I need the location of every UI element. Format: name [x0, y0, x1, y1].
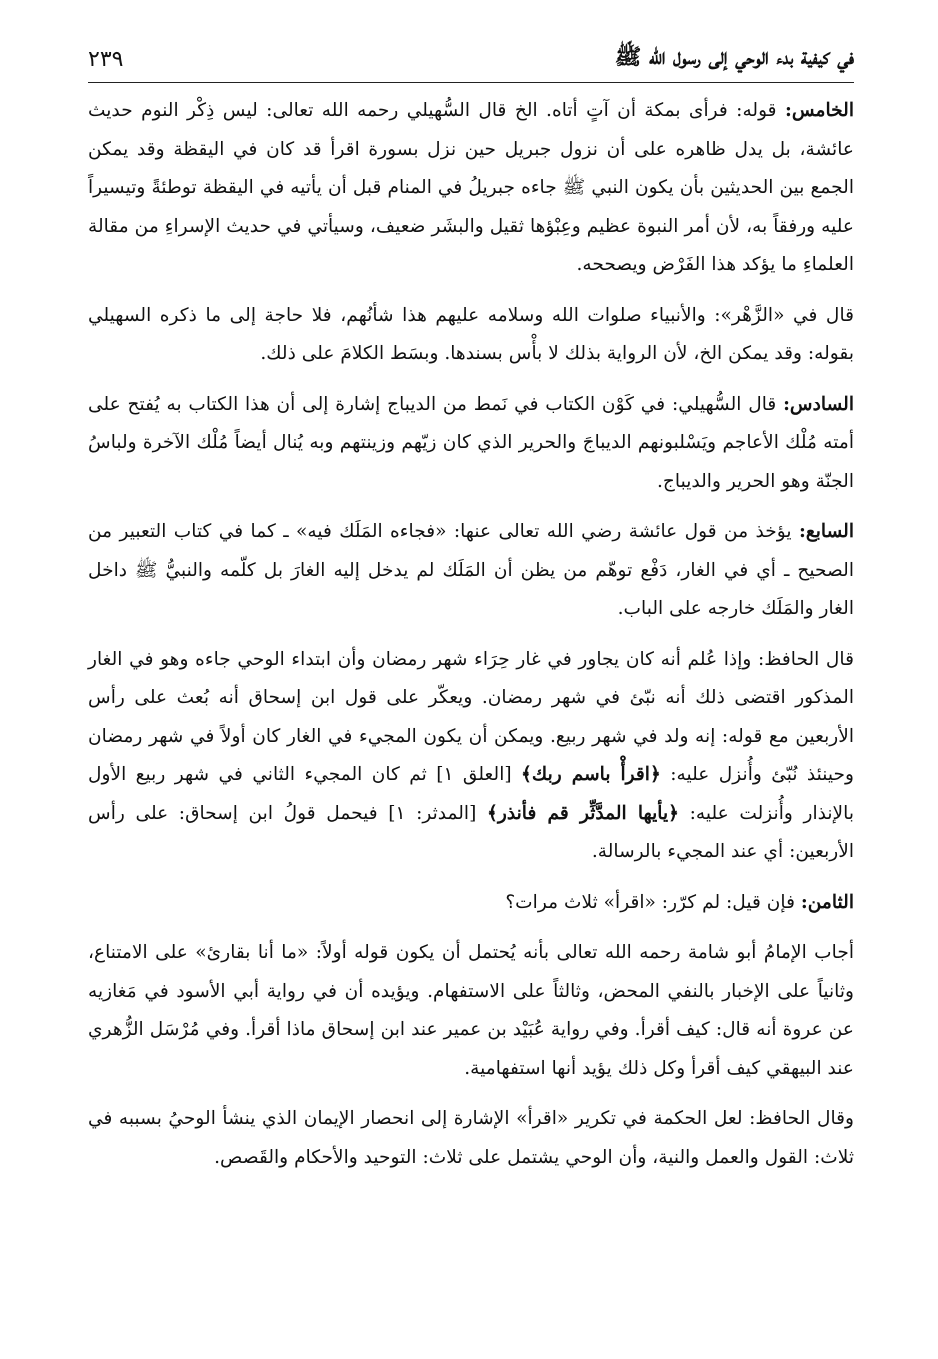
paragraph-sixth — [88, 386, 854, 502]
verse-reference: [العلق ١] — [426, 764, 522, 785]
paragraph-lead: السابع: — [798, 521, 854, 542]
paragraph-text: قوله: فرأى بمكة أن آتٍ أتاه. الخ قال السُّهيلي رحمه الله تعالى: ليس ذِكْر النوم حديث عائشة، بل يدل ظاهره على أن نزول جبريل حين نزل بسورة اقرأ قد كان في اليقظة وقد يمكن الجمع بين الحديثين بأن يكون النبي ﷺ جاءه جبريلُ في المنام قبل أن يأتيه في اليقظة توطئةً وتيسيراً عليه ورفقاً به، لأن أمر النبوة عظيم وعِبْؤها ثقيل والبشَر ضعيف، وسيأتي في حديث الإسراءِ من مقالة العلماءِ ما يؤكد هذا الفَرْض ويصححه. — [88, 100, 854, 275]
paragraph-text: قال السُّهيلي: في كَوْن الكتاب في نَمط من الديباج إشارة إلى أن هذا الكتاب به يُفتح على أمته مُلْك الأعاجم ويَسْلبونهم الديباجَ والحرير الذي كان زيّهم وزينتهم وبه يُنال أيضاً مُلْك الآخرة ولباسُ الجنّة وهو الحرير والديباج. — [88, 393, 854, 492]
quran-verse: ﴿يأيها المدَّثِّر قم فأنذر﴾ — [486, 802, 680, 824]
paragraph-text: فيحمل قولُ ابن إسحاق: على رأس الأربعين: أي عند المجيء بالرسالة. — [88, 802, 854, 862]
running-header — [88, 36, 854, 83]
paragraph-text: فإن قيل: لم كرّر: «اقرأ» ثلاث مرات؟ — [505, 891, 801, 913]
page-number: ٢٣٩ — [88, 46, 124, 72]
paragraph-text: أجاب الإمامُ أبو شامة رحمه الله تعالى بأنه يُحتمل أن يكون قوله أولاً: «ما أنا بقارئ» على الامتناع، وثانياً على الإخبار بالنفي المحض، وثالثاً على الاستفهام. ويؤيده أن في رواية أبي الأسود في مَغازيه عن عروة أنه قال: كيف أقرأ. وفي رواية عُبَيْد بن عمير عند ابن إسحاق ماذا أقرأ. وفي مُرْسَل الزُّهري عند البيهقي كيف أقرأ وكل ذلك يؤيد أنها استفهامية. — [88, 942, 854, 1079]
paragraph-fifth — [88, 92, 854, 285]
paragraph-text: قال في «الزَّهْر»: والأنبياء صلوات الله وسلامه عليهم هذا شأنُهم، فلا حاجة إلى ما ذكره السهيلي بقوله: وقد يمكن الخ، لأن الرواية بذلك لا بأْس بسندها. وبسَط الكلامَ على ذلك. — [88, 304, 854, 364]
paragraph-zahr — [88, 297, 854, 374]
paragraph-lead: الثامن: — [800, 891, 854, 913]
chapter-title: في كيفية بدء الوحي إلى رسول الله ﷺ — [614, 44, 854, 70]
verse-reference: [المدثر: ١] — [377, 802, 487, 824]
paragraph-hafiz — [88, 641, 854, 872]
paragraph-hikma — [88, 1100, 854, 1177]
page-body — [88, 92, 854, 1189]
quran-verse: ﴿اقرأْ باسم ربك﴾ — [521, 764, 661, 785]
paragraph-abu-shama — [88, 934, 854, 1088]
paragraph-seventh — [88, 513, 854, 629]
paragraph-text: ثم كان المجيء الثاني في شهر ربيع الأول بالإنذار وأُنزلت عليه: — [88, 764, 854, 824]
paragraph-eighth — [88, 884, 854, 923]
paragraph-text: يؤخذ من قول عائشة رضي الله تعالى عنها: «فجاءه المَلَك فيه» ـ كما في كتاب التعبير من الصحيح ـ أي في الغار، دَفْع توهّم من يظن أن المَلَك لم يدخل إليه الغارَ بل كلّمه والنبيُّ ﷺ داخل الغار والمَلَك خارجه على الباب. — [88, 521, 854, 619]
paragraph-lead: الخامس: — [784, 100, 854, 121]
paragraph-text: وقال الحافظ: لعل الحكمة في تكرير «اقرأ» الإشارة إلى انحصار الإيمان الذي ينشأ الوحيُ بسببه في ثلاث: القول والعمل والنية، وأن الوحي يشتمل على ثلاث: التوحيد والأحكام والقَصص. — [88, 1108, 854, 1168]
paragraph-lead: السادس: — [783, 393, 854, 415]
paragraph-text: قال الحافظ: وإذا عُلم أنه كان يجاور في غار حِرَاء شهر رمضان وأن ابتداء الوحي جاءه وهو في الغار المذكور اقتضى ذلك أنه نبّئ في شهر رمضان. ويعكّر على قول ابن إسحاق أنه بُعث على رأس الأربعين مع قوله: إنه ولد في شهر ربيع. ويمكن أن يكون المجيء في الغار كان أولاً في شهر رمضان وحينئذ نُبّئ وأُنزل عليه: — [88, 648, 854, 785]
